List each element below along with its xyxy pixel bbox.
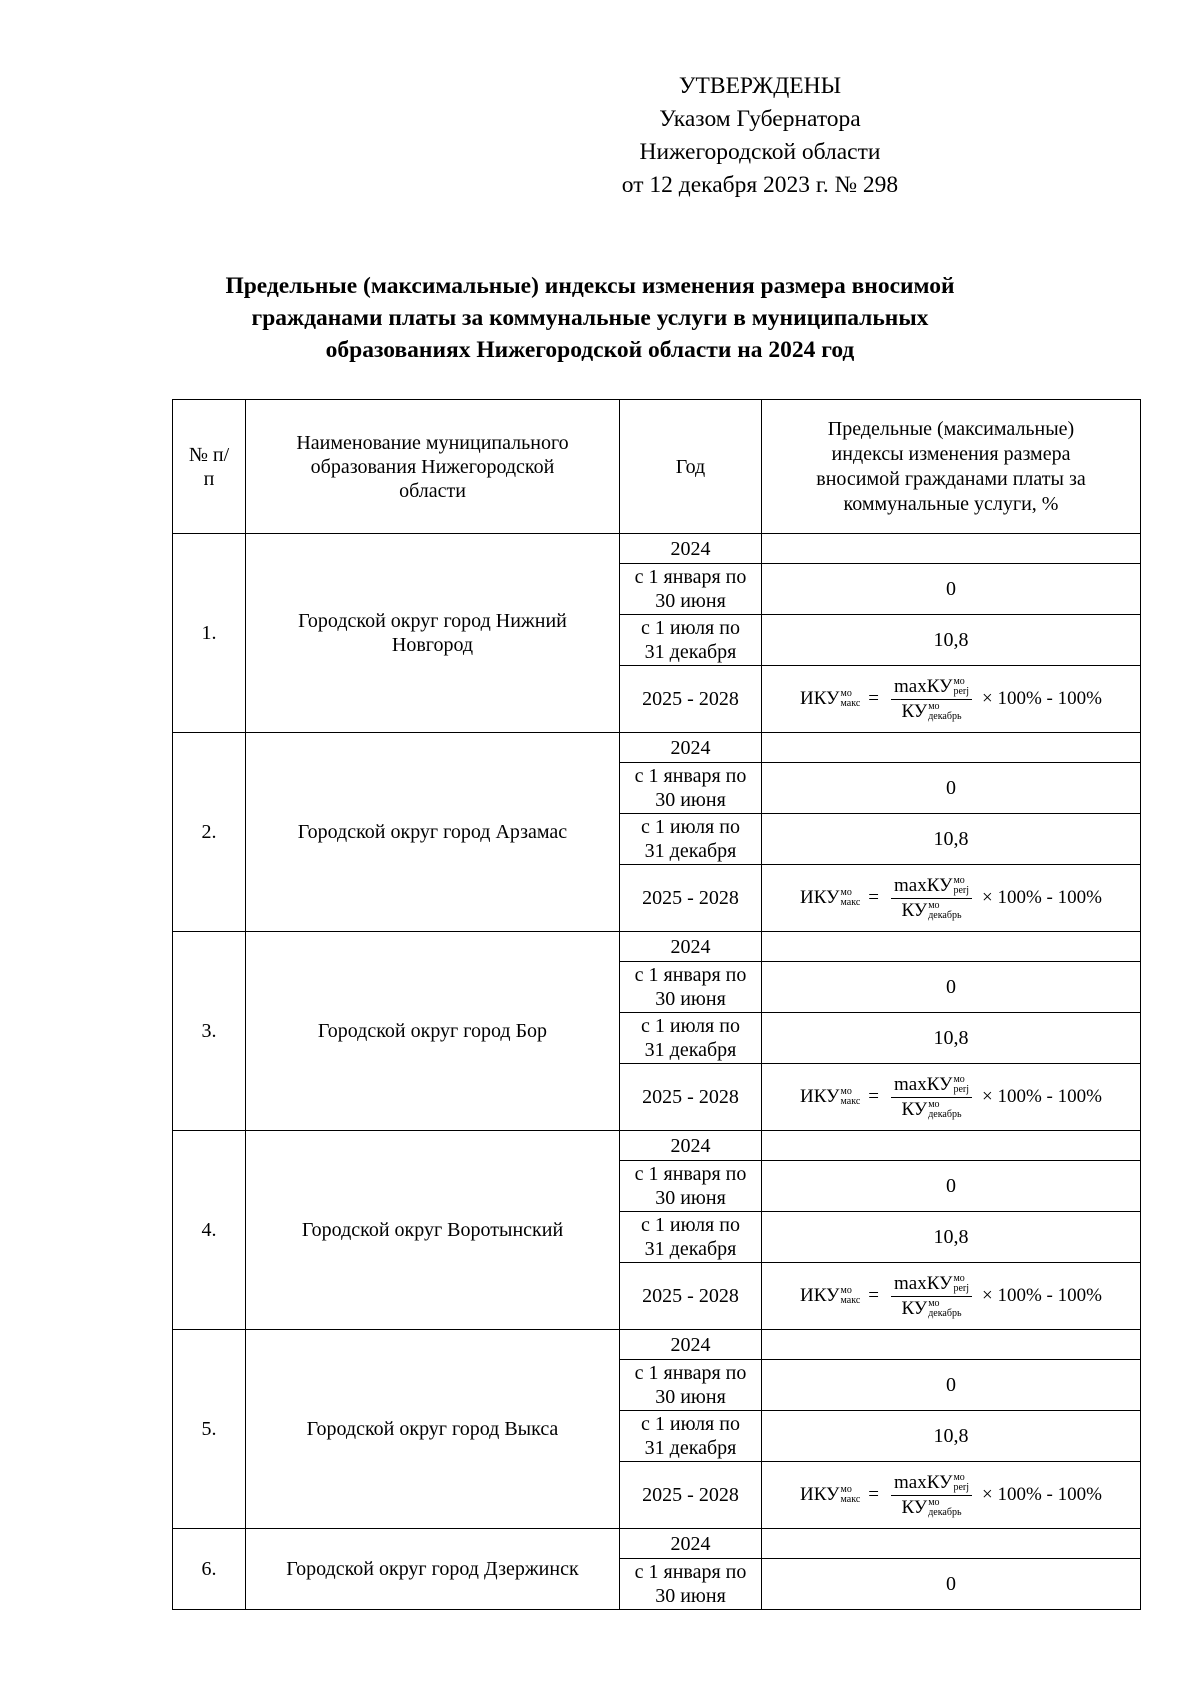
formula-tail: × 100% - 100% bbox=[982, 887, 1102, 908]
title-line: образованиях Нижегородской области на 2024 год bbox=[325, 337, 855, 363]
formula-fraction bbox=[891, 1274, 972, 1319]
formula-lhs-sup: мо bbox=[840, 1086, 852, 1097]
table-row bbox=[173, 932, 1141, 962]
formula-den-sub: декабрь bbox=[928, 710, 962, 722]
formula-num-sub: perj bbox=[953, 1282, 969, 1294]
value-formula bbox=[762, 1064, 1141, 1131]
formula-num-sub: perj bbox=[953, 884, 969, 896]
period-later: 2025 - 2028 bbox=[620, 666, 762, 733]
period-later: 2025 - 2028 bbox=[620, 1462, 762, 1529]
document-title bbox=[150, 270, 1030, 366]
formula-den-sup: мо bbox=[928, 899, 940, 911]
table-header-row bbox=[173, 400, 1141, 534]
formula-den-sup: мо bbox=[928, 1496, 940, 1508]
formula-den: КУ bbox=[901, 1297, 928, 1319]
formula-fraction bbox=[891, 876, 972, 921]
formula-tail: × 100% - 100% bbox=[982, 1285, 1102, 1306]
period-first-half: с 1 января по 30 июня bbox=[620, 564, 762, 615]
row-name: Городской округ город Выкса bbox=[246, 1330, 620, 1529]
formula-eq: = bbox=[868, 1285, 879, 1306]
title-line: Предельные (максимальные) индексы изменения размера вносимой bbox=[225, 273, 955, 299]
formula-lhs-sup: мо bbox=[840, 1285, 852, 1296]
approval-line: Указом Губернатора bbox=[659, 106, 861, 132]
formula-lhs-sub: макс bbox=[840, 698, 861, 709]
formula-lhs: ИКУ bbox=[800, 1484, 840, 1505]
period-later: 2025 - 2028 bbox=[620, 1064, 762, 1131]
formula-den-sup: мо bbox=[928, 700, 940, 712]
formula-den-sub: декабрь bbox=[928, 1506, 962, 1518]
approval-line: Нижегородской области bbox=[639, 139, 881, 165]
approval-stamp bbox=[560, 70, 960, 202]
formula-eq: = bbox=[868, 1086, 879, 1107]
formula-tail: × 100% - 100% bbox=[982, 688, 1102, 709]
table-row bbox=[173, 733, 1141, 763]
formula-den-sub: декабрь bbox=[928, 909, 962, 921]
formula-num: maxКУ bbox=[893, 1272, 953, 1294]
formula-den: КУ bbox=[901, 899, 928, 921]
period-first-half: с 1 января по 30 июня bbox=[620, 1360, 762, 1411]
formula-den: КУ bbox=[901, 1496, 928, 1518]
value-empty bbox=[762, 733, 1141, 763]
formula-num-sup: мо bbox=[953, 675, 965, 687]
period-year: 2024 bbox=[620, 1330, 762, 1360]
formula-num-sup: мо bbox=[953, 1073, 965, 1085]
row-num: 6. bbox=[173, 1529, 246, 1610]
formula-num-sub: perj bbox=[953, 685, 969, 697]
period-later: 2025 - 2028 bbox=[620, 865, 762, 932]
value-empty bbox=[762, 1131, 1141, 1161]
formula-eq: = bbox=[868, 887, 879, 908]
table-row bbox=[173, 1330, 1141, 1360]
header-year: Год bbox=[620, 400, 762, 534]
formula-lhs-sub: макс bbox=[840, 1096, 861, 1107]
value-empty bbox=[762, 932, 1141, 962]
row-num: 5. bbox=[173, 1330, 246, 1529]
value-second-half: 10,8 bbox=[762, 1212, 1141, 1263]
value-formula bbox=[762, 865, 1141, 932]
formula-den-sub: декабрь bbox=[928, 1307, 962, 1319]
formula-num: maxКУ bbox=[893, 675, 953, 697]
index-formula bbox=[800, 876, 1102, 921]
period-first-half: с 1 января по 30 июня bbox=[620, 763, 762, 814]
value-first-half: 0 bbox=[762, 1360, 1141, 1411]
formula-den: КУ bbox=[901, 1098, 928, 1120]
value-formula bbox=[762, 1263, 1141, 1330]
formula-fraction bbox=[891, 677, 972, 722]
index-formula bbox=[800, 1274, 1102, 1319]
table-row bbox=[173, 1529, 1141, 1559]
value-second-half: 10,8 bbox=[762, 814, 1141, 865]
period-second-half: с 1 июля по 31 декабря bbox=[620, 814, 762, 865]
formula-lhs-sub: макс bbox=[840, 1295, 861, 1306]
approval-line: от 12 декабря 2023 г. № 298 bbox=[621, 172, 899, 198]
approval-line: УТВЕРЖДЕНЫ bbox=[678, 73, 842, 99]
formula-den-sup: мо bbox=[928, 1098, 940, 1110]
value-formula bbox=[762, 666, 1141, 733]
period-second-half: с 1 июля по 31 декабря bbox=[620, 1411, 762, 1462]
row-name: Городской округ Воротынский bbox=[246, 1131, 620, 1330]
formula-lhs: ИКУ bbox=[800, 1086, 840, 1107]
header-name: Наименование муниципального образования Нижегородской области bbox=[246, 400, 620, 534]
index-formula bbox=[800, 677, 1102, 722]
value-first-half: 0 bbox=[762, 763, 1141, 814]
formula-num-sup: мо bbox=[953, 874, 965, 886]
formula-eq: = bbox=[868, 1484, 879, 1505]
value-first-half: 0 bbox=[762, 1559, 1141, 1610]
value-empty bbox=[762, 534, 1141, 564]
formula-den: КУ bbox=[901, 700, 928, 722]
formula-num-sup: мо bbox=[953, 1471, 965, 1483]
value-first-half: 0 bbox=[762, 564, 1141, 615]
formula-num-sub: perj bbox=[953, 1481, 969, 1493]
period-first-half: с 1 января по 30 июня bbox=[620, 1161, 762, 1212]
value-second-half: 10,8 bbox=[762, 1013, 1141, 1064]
header-index: Предельные (максимальные) индексы изменения размера вносимой гражданами платы за коммунальные услуги, % bbox=[762, 400, 1141, 534]
period-year: 2024 bbox=[620, 733, 762, 763]
value-empty bbox=[762, 1330, 1141, 1360]
formula-lhs-sub: макс bbox=[840, 1494, 861, 1505]
index-formula bbox=[800, 1075, 1102, 1120]
indices-table bbox=[172, 399, 1141, 1610]
value-first-half: 0 bbox=[762, 962, 1141, 1013]
index-formula bbox=[800, 1473, 1102, 1518]
formula-fraction bbox=[891, 1075, 972, 1120]
header-num: № п/п bbox=[173, 400, 246, 534]
formula-lhs-sup: мо bbox=[840, 887, 852, 898]
period-second-half: с 1 июля по 31 декабря bbox=[620, 1212, 762, 1263]
formula-fraction bbox=[891, 1473, 972, 1518]
row-num: 2. bbox=[173, 733, 246, 932]
formula-lhs-sup: мо bbox=[840, 1484, 852, 1495]
period-first-half: с 1 января по 30 июня bbox=[620, 1559, 762, 1610]
formula-lhs-sup: мо bbox=[840, 688, 852, 699]
row-name: Городской округ город Дзержинск bbox=[246, 1529, 620, 1610]
formula-den-sup: мо bbox=[928, 1297, 940, 1309]
row-name: Городской округ город Арзамас bbox=[246, 733, 620, 932]
period-year: 2024 bbox=[620, 932, 762, 962]
period-year: 2024 bbox=[620, 1131, 762, 1161]
row-name: Городской округ город Нижний Новгород bbox=[246, 534, 620, 733]
formula-lhs: ИКУ bbox=[800, 688, 840, 709]
formula-num: maxКУ bbox=[893, 1073, 953, 1095]
period-year: 2024 bbox=[620, 1529, 762, 1559]
row-num: 3. bbox=[173, 932, 246, 1131]
period-later: 2025 - 2028 bbox=[620, 1263, 762, 1330]
formula-num-sub: perj bbox=[953, 1083, 969, 1095]
period-second-half: с 1 июля по 31 декабря bbox=[620, 615, 762, 666]
formula-tail: × 100% - 100% bbox=[982, 1086, 1102, 1107]
formula-tail: × 100% - 100% bbox=[982, 1484, 1102, 1505]
period-second-half: с 1 июля по 31 декабря bbox=[620, 1013, 762, 1064]
formula-num: maxКУ bbox=[893, 874, 953, 896]
value-second-half: 10,8 bbox=[762, 1411, 1141, 1462]
period-first-half: с 1 января по 30 июня bbox=[620, 962, 762, 1013]
formula-lhs: ИКУ bbox=[800, 887, 840, 908]
row-num: 1. bbox=[173, 534, 246, 733]
value-second-half: 10,8 bbox=[762, 615, 1141, 666]
row-num: 4. bbox=[173, 1131, 246, 1330]
formula-num: maxКУ bbox=[893, 1471, 953, 1493]
formula-lhs: ИКУ bbox=[800, 1285, 840, 1306]
table-row bbox=[173, 1131, 1141, 1161]
formula-den-sub: декабрь bbox=[928, 1108, 962, 1120]
value-empty bbox=[762, 1529, 1141, 1559]
value-formula bbox=[762, 1462, 1141, 1529]
period-year: 2024 bbox=[620, 534, 762, 564]
table-row bbox=[173, 534, 1141, 564]
row-name: Городской округ город Бор bbox=[246, 932, 620, 1131]
formula-num-sup: мо bbox=[953, 1272, 965, 1284]
formula-eq: = bbox=[868, 688, 879, 709]
formula-lhs-sub: макс bbox=[840, 897, 861, 908]
title-line: гражданами платы за коммунальные услуги в муниципальных bbox=[251, 305, 929, 331]
value-first-half: 0 bbox=[762, 1161, 1141, 1212]
